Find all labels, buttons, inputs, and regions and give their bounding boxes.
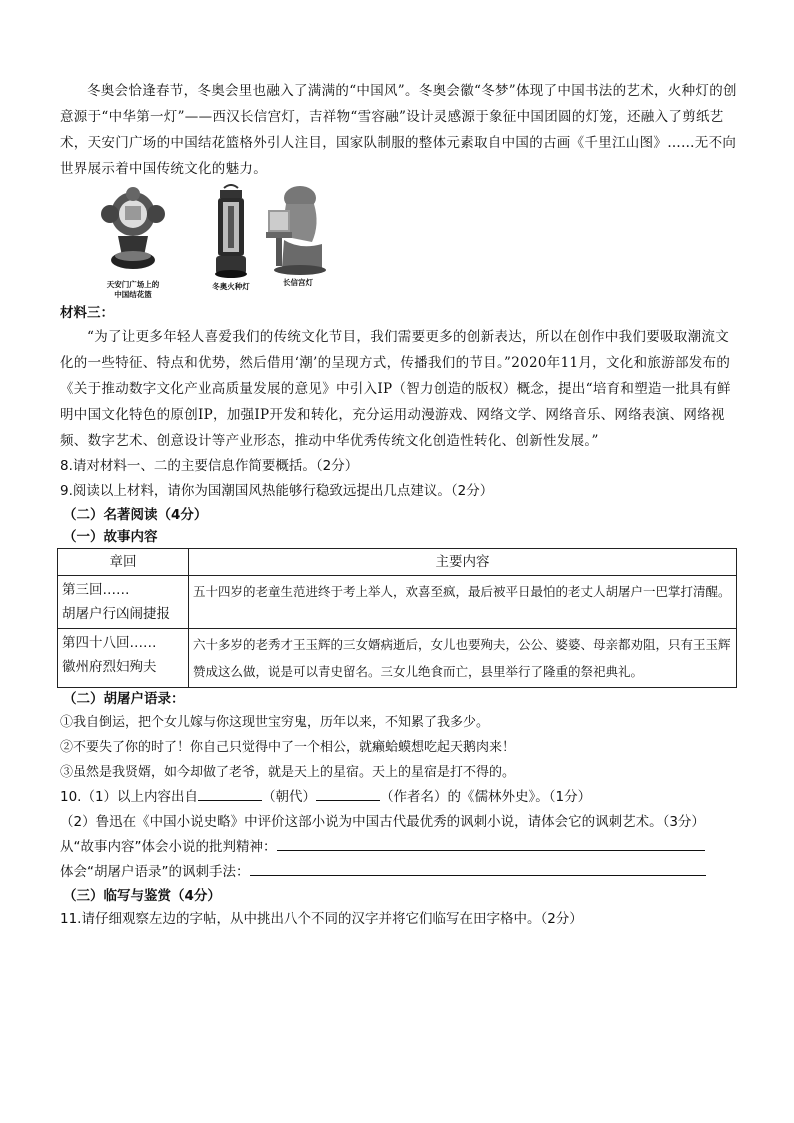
table-row <box>58 629 737 688</box>
dynasty-blank[interactable] <box>198 800 262 801</box>
chapter-cell <box>58 576 189 629</box>
answer-line-criticism[interactable] <box>277 850 705 851</box>
lamp-caption: 冬奥火种灯 <box>212 282 250 291</box>
exam-page <box>60 78 740 932</box>
table-header-row <box>58 549 737 576</box>
material3-text: “为了让更多年轻人喜爱我们的传统文化节目，我们需要更多的创新表达，所以在创作中我们要吸取潮流文化的一些特征、特点和优势，然后借用‘潮’的呈现方式，传播我们的节目。”2020年11月，文化和旅游部发布的《关于推动数字文化产业高质量发展的意见》中引入IP（智力创造的版权）概念，提出“培育和塑造一批具有鲜明中国文化特色的原创IP，加强IP开发和转化，充分运用动漫游戏、网络文学、网络音乐、网络表演、网络视频、数字艺术、创意设计等产业形态，推动中华优秀传统文化创造性转化、创新性发展。” <box>60 329 731 449</box>
figure-row <box>60 184 740 302</box>
question-10-2: （2）鲁迅在《中国小说史略》中评价这部小说为中国古代最优秀的讽刺小说，请体会它的讽刺艺术。（3分） <box>60 814 705 830</box>
section2-title: （二）名著阅读（4分） <box>63 507 208 523</box>
content-cell: 六十多岁的老秀才王玉辉的三女婿病逝后，女儿也要殉夫，公公、婆婆、母亲都劝阻，只有王玉辉赞成这么做，说是可以青史留名。三女儿绝食而亡，县里举行了隆重的祭祀典礼。 <box>189 629 737 688</box>
author-blank[interactable] <box>316 800 380 801</box>
palace-lamp-image <box>260 184 330 276</box>
story-title: （一）故事内容 <box>63 529 158 545</box>
chapter-cell <box>58 629 189 688</box>
question-8: 8.请对材料一、二的主要信息作简要概括。（2分） <box>60 458 359 474</box>
q10-1-mid: （朝代） <box>262 789 317 805</box>
basket-caption-line2: 中国结花篮 <box>114 290 152 299</box>
material2-intro: 冬奥会恰逢春节，冬奥会里也融入了满满的“中国风”。冬奥会徽“冬梦”体现了中国书法的艺术，火种灯的创意源于“中华第一灯”——西汉长信宫灯，吉祥物“雪容融”设计灵感源于象征中国团圆的灯笼，还融入了剪纸艺术，天安门广场的中国结花篮格外引人注目，国家队制服的整体元素取自中国的古画《千里江山图》……无不向世界展示着中国传统文化的魅力。 <box>60 83 737 177</box>
quotes-title: （二）胡屠户语录： <box>63 691 185 707</box>
content-cell: 五十四岁的老童生范进终于考上举人，欢喜至疯，最后被平日最怕的老丈人胡屠户一巴掌打清醒。 <box>189 576 737 629</box>
question-11: 11.请仔细观察左边的字帖，从中挑出八个不同的汉字并将它们临写在田字格中。（2分） <box>60 911 583 927</box>
chapter-number: 第四十八回…… <box>62 635 157 651</box>
header-content: 主要内容 <box>189 549 737 576</box>
story-table <box>57 548 737 688</box>
answer-line-satire[interactable] <box>250 875 706 876</box>
question-10-2-b <box>60 860 740 885</box>
question-10-2-a <box>60 835 740 860</box>
quote-item: ③虽然是我贤婿，如今却做了老爷，就是天上的星宿。天上的星宿是打不得的。 <box>60 765 516 780</box>
q10-1-prefix: 10.（1）以上内容出自 <box>60 789 199 805</box>
chapter-title: 胡屠户行凶闹捷报 <box>62 606 170 622</box>
palace-caption: 长信宫灯 <box>283 278 313 287</box>
basket-caption-line1: 天安门广场上的 <box>106 280 160 289</box>
table-row <box>58 576 737 629</box>
question-10-1 <box>60 785 740 810</box>
chapter-number: 第三回…… <box>62 582 130 598</box>
q10-2-b-label: 体会“胡屠户语录”的讽刺手法： <box>60 864 250 880</box>
flame-lamp-image <box>210 184 252 280</box>
material3-title: 材料三： <box>60 305 114 321</box>
chapter-title: 徽州府烈妇殉夫 <box>62 659 157 675</box>
question-9: 9.阅读以上材料，请你为国潮国风热能够行稳致远提出几点建议。（2分） <box>60 483 494 499</box>
section3-title: （三）临写与鉴赏（4分） <box>63 888 221 904</box>
q10-2-a-label: 从“故事内容”体会小说的批判精神： <box>60 839 277 855</box>
header-chapter: 章回 <box>58 549 189 576</box>
basket-caption <box>90 280 176 300</box>
quote-item: ①我自倒运，把个女儿嫁与你这现世宝穷鬼，历年以来，不知累了我多少。 <box>60 715 490 730</box>
q10-1-suffix: （作者名）的《儒林外史》。（1分） <box>380 789 592 805</box>
quote-item: ②不要失了你的时了！你自己只觉得中了一个相公，就癞蛤蟆想吃起天鹅肉来！ <box>60 740 516 755</box>
chinese-knot-basket-image <box>98 186 168 278</box>
